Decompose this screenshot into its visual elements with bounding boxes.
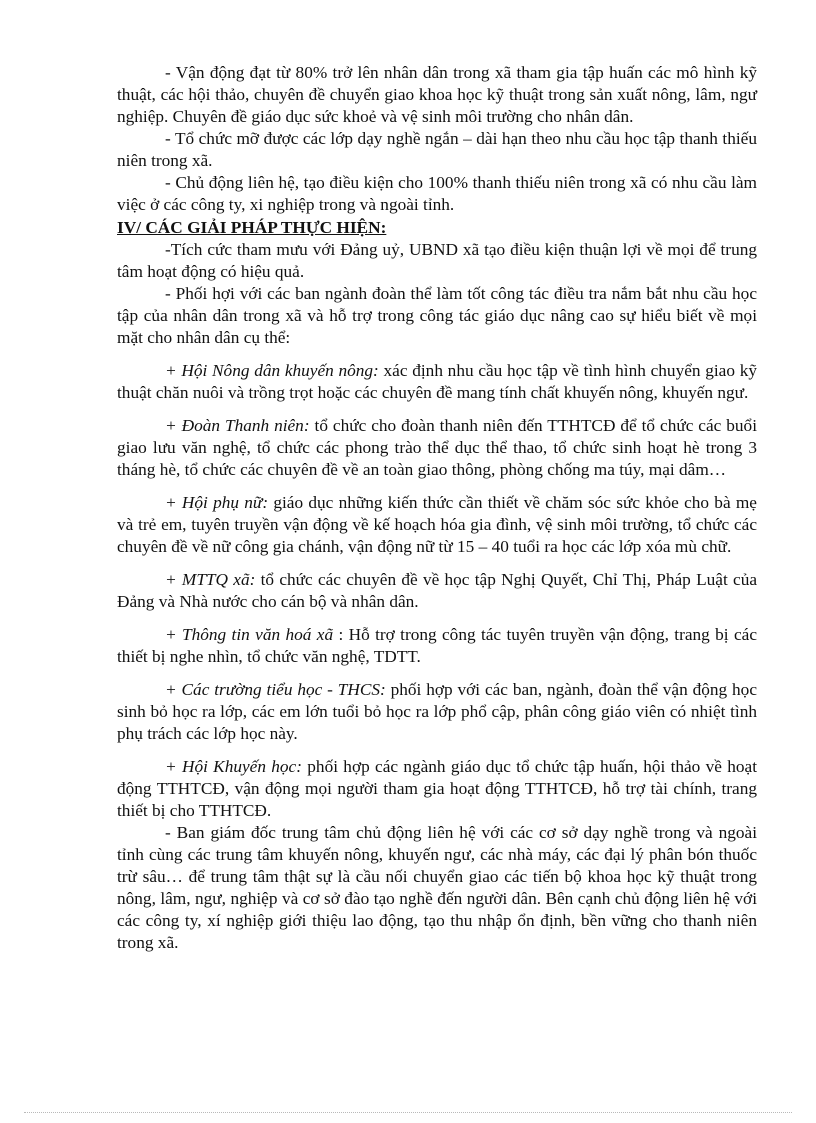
organization-item — [117, 569, 757, 613]
solution-paragraph: - Phối hợi với các ban ngành đoàn thể làm tốt công tác điều tra nắm bắt nhu cầu học tập của nhân dân trong xã và hỗ trợ trong công tác giáo dục nâng cao sự hiểu biết về mọi mặt cho nhân dân cụ thể: — [117, 284, 757, 347]
section-heading: IV/ CÁC GIẢI PHÁP THỰC HIỆN: — [117, 218, 387, 237]
organization-text: tổ chức cho đoàn thanh niên đến TTHTCĐ để tổ chức các buổi giao lưu văn nghệ, tổ chức các phong trào thể dục thể thao, tổ chức sinh hoạt hè trong 3 tháng hè, tổ chức các chuyên đề về an toàn giao thông, phòng chống ma túy, mại dâm… — [117, 416, 757, 479]
organization-name: + Hội Nông dân khuyến nông: — [165, 361, 379, 380]
organization-item — [117, 360, 757, 404]
organization-name: + Các trường tiểu học - THCS: — [165, 680, 386, 699]
organization-text: tổ chức các chuyên đề về học tập Nghị Quyết, Chỉ Thị, Pháp Luật của Đảng và Nhà nước cho cán bộ và nhân dân. — [117, 570, 757, 611]
goal-paragraph: - Tổ chức mỡ được các lớp dạy nghề ngắn – dài hạn theo nhu cầu học tập thanh thiếu niên trong xã. — [117, 129, 757, 170]
goal-paragraph: - Chủ động liên hệ, tạo điều kiện cho 100% thanh thiếu niên trong xã có nhu cầu làm việc ở các công ty, xi nghiệp trong và ngoài tỉnh. — [117, 173, 757, 214]
organization-item — [117, 624, 757, 668]
organization-text: phối hợp với các ban, ngành, đoàn thể vận động học sinh bỏ học ra lớp, các em lớn tuổi bỏ học ra lớp phổ cập, phân công giáo viên có nhiệt tình phụ trách các lớp học này. — [117, 680, 757, 743]
organization-text: phối hợp các ngành giáo dục tổ chức tập huấn, hội thảo về hoạt động TTHTCĐ, vận động mọi người tham gia hoạt động TTHTCĐ, hỗ trợ tài chính, trang thiết bị cho TTHTCĐ. — [117, 757, 757, 820]
organization-text: : Hỗ trợ trong công tác tuyên truyền vận động, trang bị các thiết bị nghe nhìn, tổ chức văn nghệ, TDTT. — [117, 625, 757, 666]
organization-item — [117, 492, 757, 558]
goal-paragraph: - Vận động đạt từ 80% trở lên nhân dân trong xã tham gia tập huấn các mô hình kỹ thuật, các hội thảo, chuyên đề chuyển giao khoa học kỹ thuật trong sản xuất nông, lâm, ngư nghiệp. Chuyên đề giáo dục sức khoẻ và vệ sinh môi trường cho nhân dân. — [117, 63, 757, 126]
organization-item — [117, 415, 757, 481]
organization-name: + MTTQ xã: — [165, 570, 256, 589]
organization-item — [117, 679, 757, 745]
organization-text: giáo dục những kiến thức cần thiết về chăm sóc sức khỏe cho bà mẹ và trẻ em, tuyên truyền vận động về kế hoạch hóa gia đình, vệ sinh môi trường, tổ chức các chuyên đề về nữ công gia chánh, vận động nữ từ 15 – 40 tuổi ra học các lớp xóa mù chữ. — [117, 493, 757, 556]
page-bottom-divider — [24, 1112, 792, 1113]
solution-paragraph: -Tích cức tham mưu với Đảng uỷ, UBND xã tạo điều kiện thuận lợi về mọi để trung tâm hoạt động có hiệu quả. — [117, 240, 757, 281]
document-page — [117, 62, 757, 954]
organization-item — [117, 756, 757, 822]
organization-text: xác định nhu cầu học tập về tình hình chuyển giao kỹ thuật chăn nuôi và trồng trọt hoặc các chuyên đề mang tính chất khuyến nông, khuyến ngư. — [117, 361, 757, 402]
closing-paragraph: - Ban giám đốc trung tâm chủ động liên hệ với các cơ sở dạy nghề trong và ngoài tỉnh cùng các trung tâm khuyến nông, khuyến ngư, các nhà máy, các đại lý phân bón thuốc trừ sâu… để trung tâm thật sự là cầu nối chuyển giao các tiến bộ khoa học kỹ thuật trong nông, lâm, ngư, nghiệp và cơ sở đào tạo nghề đến người dân. Bên cạnh chủ động liên hệ với các công ty, xí nghiệp giới thiệu lao động, tạo thu nhập ổn định, bền vững cho thanh niên trong xã. — [117, 823, 757, 952]
organization-name: + Hội Khuyến học: — [165, 757, 302, 776]
organization-name: + Đoàn Thanh niên: — [165, 416, 310, 435]
organization-name: + Hội phụ nữ: — [165, 493, 269, 512]
organization-name: + Thông tin văn hoá xã — [165, 625, 334, 644]
